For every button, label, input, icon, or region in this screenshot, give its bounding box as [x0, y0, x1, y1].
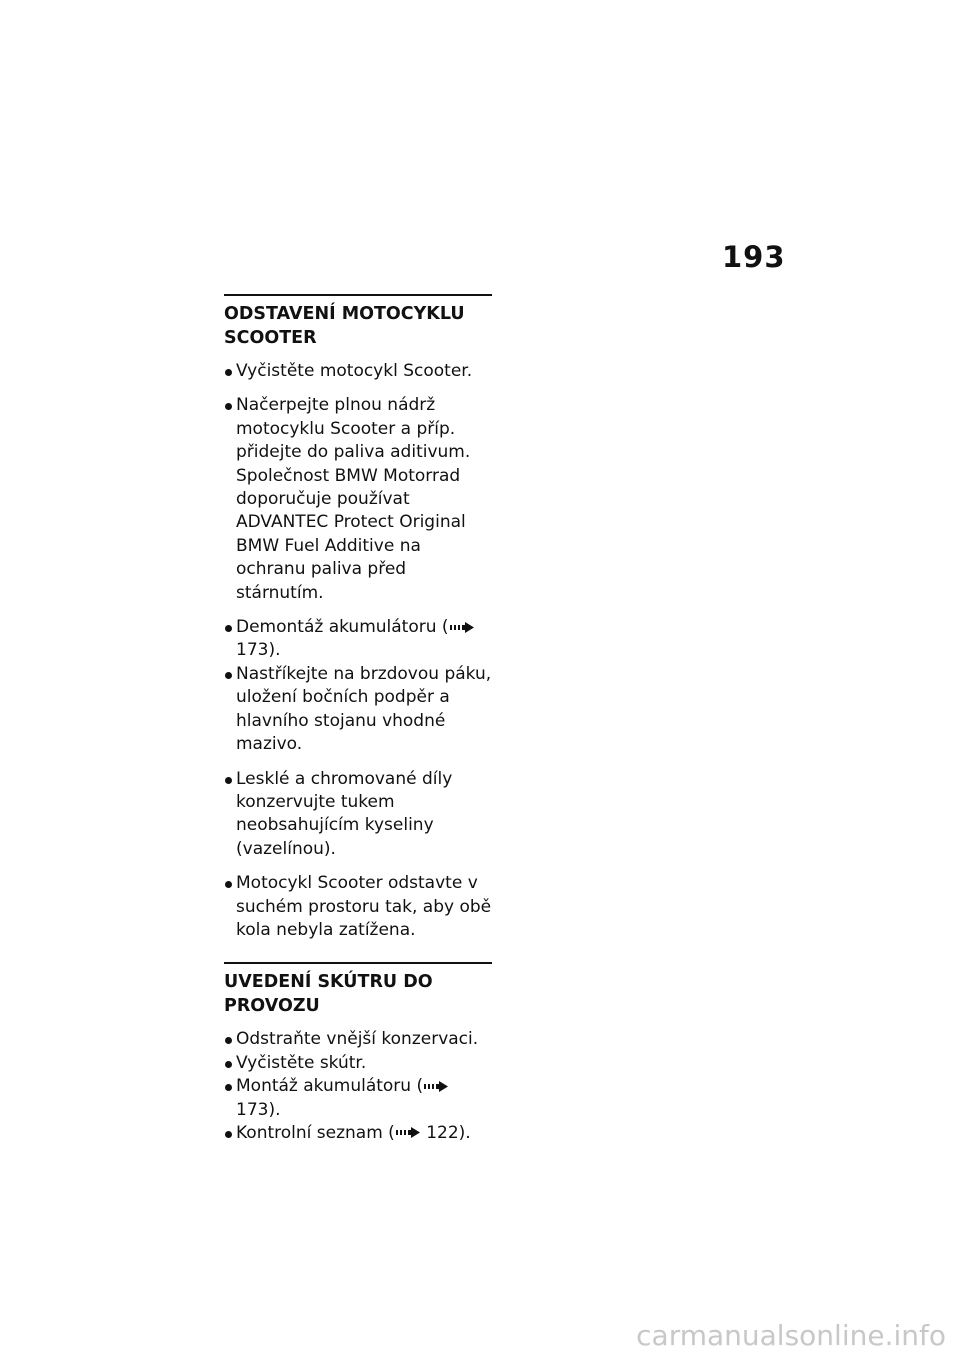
list-item-text: Kontrolní seznam ( — [236, 1122, 395, 1143]
section-title-recommissioning: UVEDENÍ SKÚTRU DO PROVOZU — [224, 972, 433, 1017]
list-item-text: Načerpejte plnou nádrž motocyklu Scooter a příp. přidejte do paliva aditivum. Společnost BMW Motorrad doporučuje používat ADVANTEC Protect Original BMW Fuel Additive na ochranu paliva před stárnutím. — [236, 395, 471, 603]
list-item-text: Vyčistěte skútr. — [236, 1052, 367, 1073]
list-item — [224, 872, 492, 942]
list-item — [224, 616, 492, 663]
arrow-reference-icon — [424, 1081, 448, 1092]
list-item — [224, 394, 492, 605]
list-item-text: Demontáž akumulátoru ( — [236, 617, 449, 638]
list-item — [224, 663, 492, 757]
list-item-text: Montáž akumulátoru ( — [236, 1076, 424, 1097]
list-item — [224, 1122, 492, 1145]
page-reference[interactable]: 122). — [420, 1122, 471, 1143]
section-storage — [224, 294, 492, 942]
list-item — [224, 360, 492, 383]
content-column — [224, 294, 492, 1145]
list-item — [224, 1052, 492, 1075]
page-number: 193 — [722, 240, 786, 274]
recommissioning-steps-list — [224, 1028, 492, 1145]
watermark: carmanualsonline.info — [636, 1319, 946, 1352]
page-reference[interactable]: 173). — [236, 1099, 281, 1120]
list-item — [224, 1075, 492, 1122]
list-item — [224, 1028, 492, 1051]
arrow-reference-icon — [450, 622, 474, 633]
list-item-text: Motocykl Scooter odstavte v suchém prostoru tak, aby obě kola nebyla zatížena. — [236, 873, 492, 940]
section-recommissioning — [224, 962, 492, 1145]
arrow-reference-icon — [396, 1127, 420, 1138]
list-item-text: Odstraňte vnější konzervaci. — [236, 1029, 479, 1050]
list-item — [224, 768, 492, 862]
list-item-text: Nastříkejte na brzdovou páku, uložení bočních podpěr a hlavního stojanu vhodné mazivo. — [236, 663, 492, 755]
list-item-text: Lesklé a chromované díly konzervujte tukem neobsahujícím kyseliny (vazelínou). — [236, 768, 453, 859]
section-title-storage: ODSTAVENÍ MOTOCYKLU SCOOTER — [224, 304, 465, 348]
list-item-text: Vyčistěte motocykl Scooter. — [236, 361, 473, 381]
storage-steps-list — [224, 360, 492, 942]
page-reference[interactable]: 173). — [236, 640, 281, 661]
